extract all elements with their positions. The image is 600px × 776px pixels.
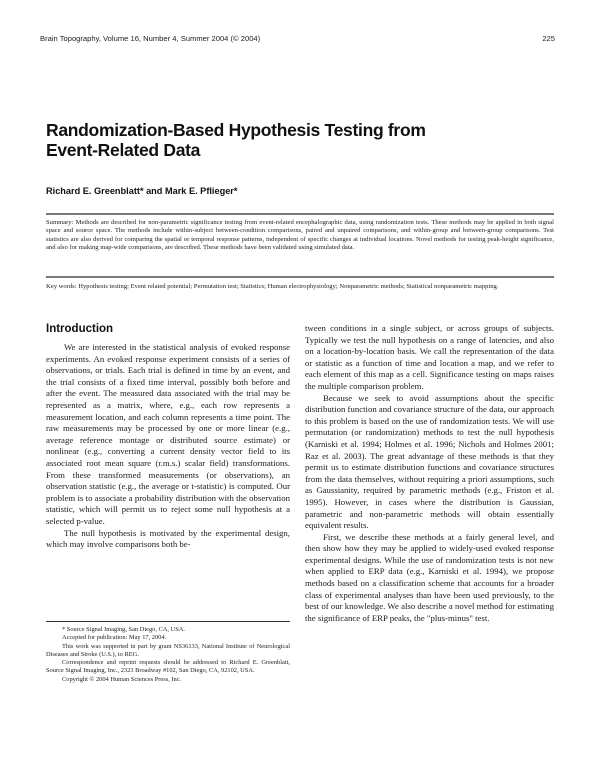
paragraph: tween conditions in a single subject, or across groups of subjects. Typically we test the null hypothesis on a range of latencies, and also on a location-by-location basis. We call the representation of the data or statistic as a function of time and location a map, and we refer to each element of this map as a cell. Significance testing on maps raises the multiple comparison problem.: [305, 323, 554, 391]
running-head: [40, 34, 555, 43]
summary-bottom-rule: [46, 276, 554, 278]
article-title: [46, 120, 546, 160]
right-column: [305, 323, 554, 624]
page-number: 225: [542, 34, 555, 43]
authors: Richard E. Greenblatt* and Mark E. Pflieger*: [46, 186, 238, 196]
left-column: [46, 342, 290, 551]
keywords: Key words: Hypothesis testing; Event related potential; Permutation test; Statistics; Human electrophysiology; Nonparametric methods; Statistical nonparametric mapping.: [46, 283, 499, 290]
title-line: Randomization-Based Hypothesis Testing from: [46, 120, 426, 140]
footnote-copyright: Copyright © 2004 Human Sciences Press, Inc.: [62, 675, 182, 683]
footnote-correspondence: Correspondence and reprint requests should be addressed to Richard E. Greenblatt, Source Signal Imaging, Inc., 2323 Broadway #102, San Diego, CA, 92102, USA.: [46, 659, 290, 675]
paragraph: The null hypothesis is motivated by the experimental design, which may involve comparisons both be-: [46, 527, 290, 550]
paragraph: We are interested in the statistical analysis of evoked response experiments. An evoked response experiment consists of a series of observations, or trials. Each trial is defined in time by an event, and the trial consists of a fixed time interval, possibly both before and after the event. The measured data associated with the trial may be represented as a matrix, where, e.g., each row represents a measurement location, and each column represents a time point. The raw measurements may be processed by one or more linear (e.g., average reference montage or distributed source estimate) or nonlinear (e.g., converting a current density vector field to its associated root mean square (r.m.s.) scalar field) transformations. From these transformed measurements (or observations), an observation statistic (e.g., the average or t-statistic) is computed. Our problem is to associate a probability distribution with the observation statistic, which will permit us to reject some null hypothesis at a selected p-value.: [46, 342, 290, 526]
paragraph: Because we seek to avoid assumptions about the specific distribution function and covariance structure of the data, our approach to this problem is based on the use of randomization tests. We will use permutation (or randomization) methods to test the null hypothesis (Karniski et al. 1994; Holmes et al. 1996; Nichols and Holmes 2001; Raz et al. 2003). The great advantage of these methods is that they permit us to estimate distribution functions and covariance structures from the data themselves, without requiring a priori assumptions, such as Gaussianity, required by parametric methods (e.g., Friston et al. 1995). However, in cases where the distribution is Gaussian, parametric and non-parametric methods will obtain essentially equivalent results.: [305, 392, 554, 531]
footnote-rule: [46, 621, 290, 622]
summary-top-rule: [46, 213, 554, 215]
footnote-affiliation: * Source Signal Imaging, San Diego, CA, USA.: [62, 626, 186, 633]
journal-citation: Brain Topography, Volume 16, Number 4, Summer 2004 (© 2004): [40, 34, 261, 43]
summary-abstract: Summary: Methods are described for non-parametric significance testing from event-related encephalographic data, using randomization tests. These methods may be applied in both signal space and source space. The methods include within-subject between-condition comparisons, paired and unpaired comparisons, and within-group and between-group comparisons. Test statistics are also derived for comparing the spatial or temporal response patterns, independent of specific changes at individual locations. Novel methods for testing peak-height significance, and also for making map-wide comparisons, are described. These methods have been validated using simulated data.: [46, 219, 554, 251]
footnote-accepted: Accepted for publication: May 17, 2004.: [62, 634, 167, 642]
footnotes: [46, 626, 290, 684]
paragraph: First, we describe these methods at a fairly general level, and then show how they may be applied to widely-used evoked response experimental designs. While the use of randomization tests is not new when applied to ERP data (e.g., Karniski et al. 1994), we propose methods based on a classification scheme that accounts for a broader class of experimental analyses than have been used previously, to the best of our knowledge. We also describe a novel method for estimating the significance of ERP peaks, the "plus-minus" test.: [305, 531, 554, 623]
title-line: Event-Related Data: [46, 140, 201, 160]
footnote-funding: This work was supported in part by grant NS36133, National Institute of Neurological Diseases and Stroke (U.S.), to REG.: [46, 642, 290, 658]
section-heading-introduction: Introduction: [46, 323, 114, 335]
